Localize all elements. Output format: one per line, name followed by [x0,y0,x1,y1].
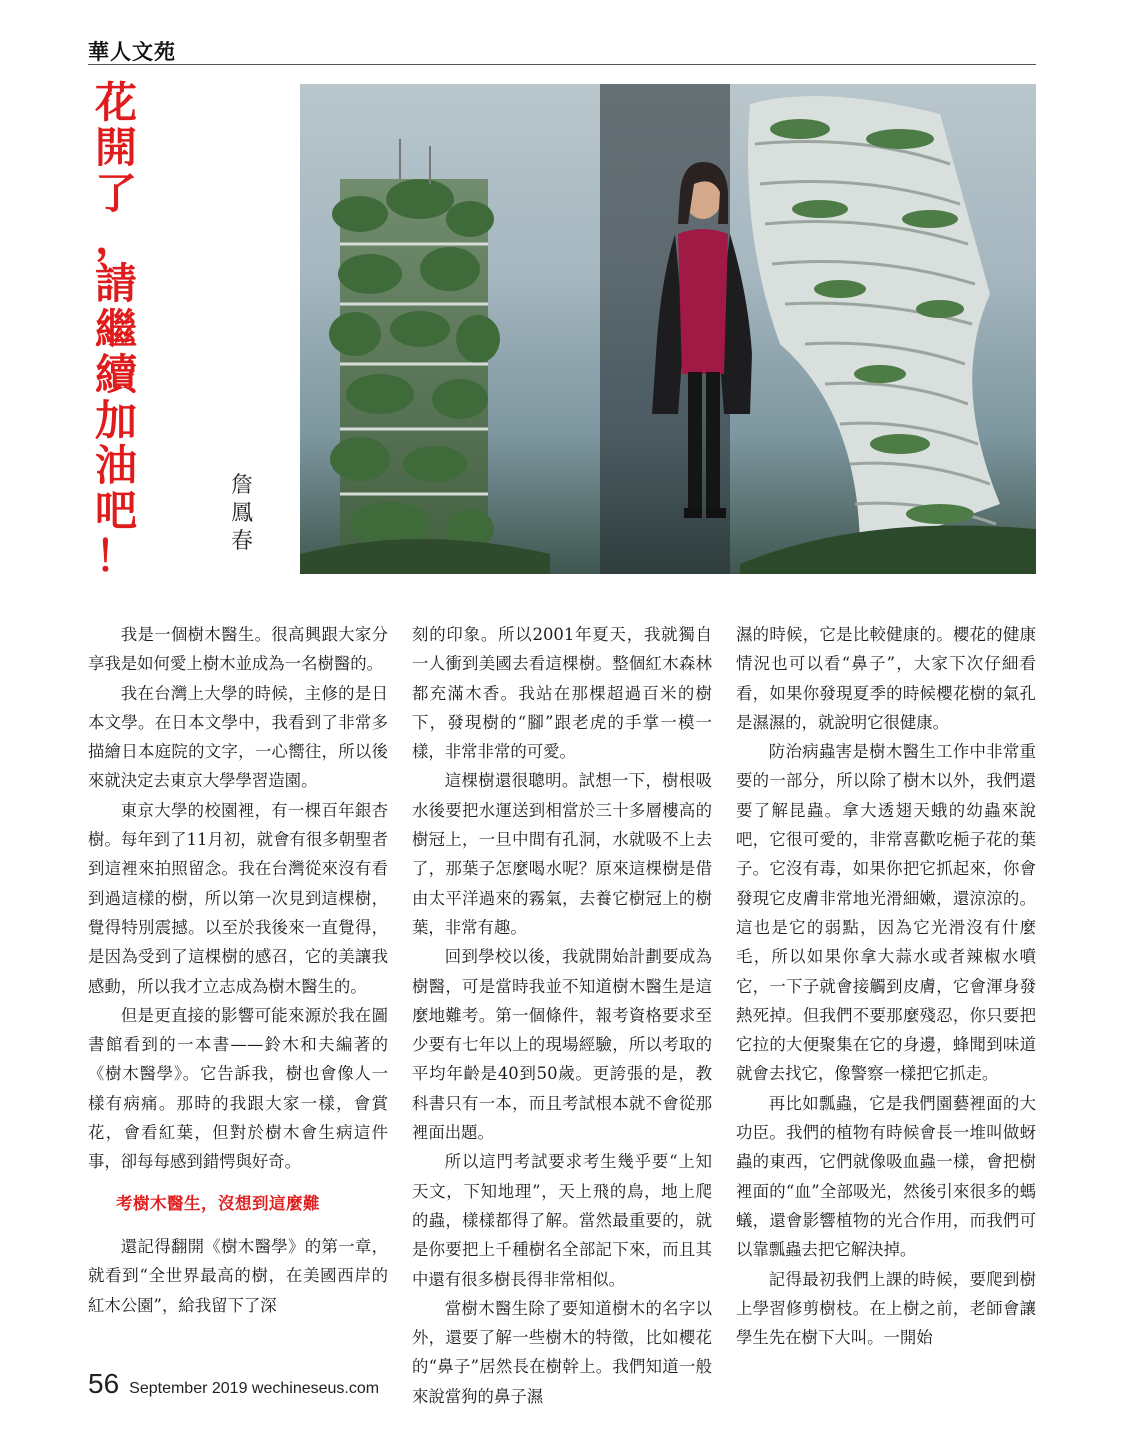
paragraph: 回到學校以後，我就開始計劃要成為樹醫，可是當時我並不知道樹木醫生是這麼地難考。第一個條件，報考資格要求至少要有七年以上的現場經驗，所以考取的平均年齡是40到50歲。更誇張的是，教科書只有一本，而且考試根本就不會從那裡面出題。 [412,947,712,1143]
page-footer [88,1368,379,1400]
headline-char: 油 [94,440,137,490]
header-divider [88,64,1036,65]
column-1 [88,620,388,1358]
paragraph: 我是一個樹木醫生。很高興跟大家分享我是如何愛上樹木並成為一名樹醫的。 [88,625,388,674]
headline-char: 加 [94,395,137,445]
headline-char: 繼 [94,304,137,354]
paragraph: 記得最初我們上課的時候，要爬到樹上學習修剪樹枝。在上樹之前，老師會讓學生先在樹下大叫。一開始 [736,1269,1036,1348]
author-char: 春 [230,529,253,555]
paragraph: 還記得翻開《樹木醫學》的第一章，就看到“全世界最高的樹，在美國西岸的紅木公園”，給我留下了深 [88,1236,388,1315]
paragraph: 所以這門考試要求考生幾乎要“上知天文，下知地理”，天上飛的鳥，地上爬的蟲，樣樣都得了解。當然最重要的，就是你要把上千種樹名全部記下來，而且其中還有很多樹長得非常相似。 [412,1152,712,1289]
section-subheading: 考樹木醫生，沒想到這麼難 [116,1193,320,1213]
column-3 [736,620,1036,1358]
headline-char: 開 [94,123,137,173]
author-byline [228,472,256,556]
paragraph: 這棵樹還很聰明。試想一下，樹根吸水後要把水運送到相當於三十多層樓高的樹冠上，一旦中間有孔洞，水就吸不上去了，那葉子怎麼喝水呢？原來這棵樹是借由太平洋過來的霧氣，去養它樹冠上的樹葉，非常有趣。 [412,771,712,937]
headline-char: 續 [94,350,137,400]
author-char: 詹 [230,473,253,498]
paragraph: 東京大學的校園裡，有一棵百年銀杏樹。每年到了11月初，就會有很多朝聖者到這裡來拍照留念。我在台灣從來沒有看到過這樣的樹，所以第一次見到這棵樹，覺得特別震撼。以至於我後來一直覺得，是因為受到了這棵樹的感召，它的美讓我感動，所以我才立志成為樹木醫生的。 [88,800,388,996]
paragraph: 防治病蟲害是樹木醫生工作中非常重要的一部分，所以除了樹木以外，我們還要了解昆蟲。拿大透翅天蛾的幼蟲來說吧，它很可愛的，非常喜歡吃梔子花的葉子。它沒有毒，如果你把它抓起來，你會發現它皮膚非常地光滑細嫩，還涼涼的。這也是它的弱點，因為它光滑沒有什麼毛，所以如果你拿大蒜水或者辣椒水噴它，一下子就會接觸到皮膚，它會渾身發熱死掉。但我們不要那麼殘忍，你只要把它拉的大便聚集在它的身邊，蜂聞到味道就會去找它，像警察一樣把它抓走。 [736,742,1036,1084]
right-tower-illustration [748,96,1000,554]
issue-and-website: September 2019 wechineseus.com [129,1380,380,1397]
headline-char: 吧 [94,486,137,536]
headline-char: 了 [94,168,137,218]
paragraph: 刻的印象。所以2001年夏天，我就獨自一人衝到美國去看這棵樹。整個紅木森林都充滿木香。我站在那棵超過百米的樹下，發現樹的“腳”跟老虎的手掌一模一樣，非常非常的可愛。 [412,625,712,762]
paragraph: 當樹木醫生除了要知道樹木的名字以外，還要了解一些樹木的特徵，比如櫻花的“鼻子”居然長在樹幹上。我們知道一般來說當狗的鼻子濕 [412,1298,712,1406]
article-photo [300,84,1036,574]
headline-char: ， [94,214,137,264]
author-char: 鳳 [230,501,253,527]
column-2 [412,620,712,1406]
paragraph: 但是更直接的影響可能來源於我在圖書館看到的一本書——鈴木和夫編著的《樹木醫學》。它告訴我，樹也會像人一樣有病痛。那時的我跟大家一樣，會賞花，會看紅葉，但對於樹木會生病這件事，卻每每感到錯愕與好奇。 [88,1005,388,1172]
page-number: 56 [88,1368,120,1399]
article-headline [86,80,146,579]
paragraph: 我在台灣上大學的時候，主修的是日本文學。在日本文學中，我看到了非常多描繪日本庭院的文字，一心嚮往，所以後來就決定去東京大學學習造園。 [88,683,388,791]
headline-char: 請 [94,259,137,309]
paragraph: 濕的時候，它是比較健康的。櫻花的健康情況也可以看“鼻子”，大家下次仔細看看，如果你發現夏季的時候櫻花樹的氣孔是濕濕的，就說明它很健康。 [736,625,1036,732]
headline-char: ！ [94,531,137,581]
speaker-on-stage-photo [300,84,1036,574]
left-tower-illustration [329,139,500,569]
section-title: 華人文苑 [88,39,176,64]
headline-char: 花 [94,78,137,127]
paragraph: 再比如瓢蟲，它是我們園藝裡面的大功臣。我們的植物有時候會長一堆叫做蚜蟲的東西，它們就像吸血蟲一樣，會把樹裡面的“血”全部吸光，然後引來很多的螞蟻，還會影響植物的光合作用，而我們可以靠瓢蟲去把它解決掉。 [736,1093,1036,1260]
